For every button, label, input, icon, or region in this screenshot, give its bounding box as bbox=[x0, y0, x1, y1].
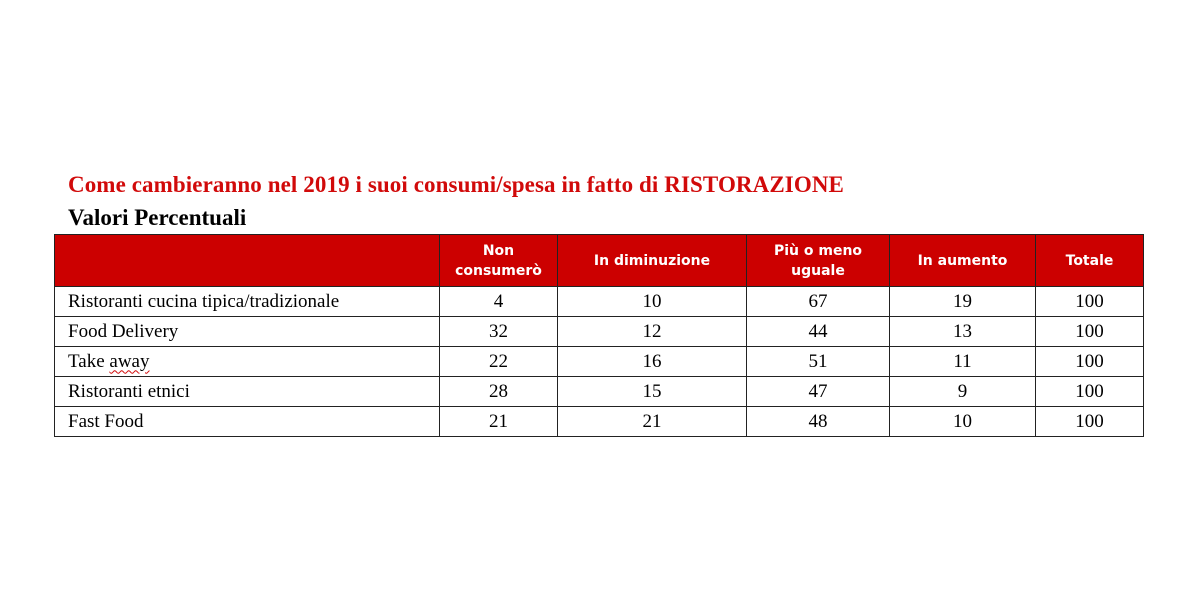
cell-totale: 100 bbox=[1036, 377, 1144, 407]
table-row bbox=[55, 317, 1144, 347]
row-label: Ristoranti etnici bbox=[55, 377, 440, 407]
table-row bbox=[55, 287, 1144, 317]
cell-non-consumero: 21 bbox=[440, 407, 558, 437]
cell-piu-o-meno-uguale: 48 bbox=[747, 407, 890, 437]
cell-in-aumento: 19 bbox=[890, 287, 1036, 317]
cell-in-diminuzione: 12 bbox=[558, 317, 747, 347]
cell-totale: 100 bbox=[1036, 407, 1144, 437]
cell-non-consumero: 22 bbox=[440, 347, 558, 377]
header-cell-non-consumero: Non consumerò bbox=[440, 235, 558, 287]
cell-non-consumero: 4 bbox=[440, 287, 558, 317]
cell-in-diminuzione: 10 bbox=[558, 287, 747, 317]
cell-in-aumento: 10 bbox=[890, 407, 1036, 437]
header-cell-piu-o-meno-uguale: Più o meno uguale bbox=[747, 235, 890, 287]
header-cell-in-diminuzione: In diminuzione bbox=[558, 235, 747, 287]
table-title: Come cambieranno nel 2019 i suoi consumi/spesa in fatto di RISTORAZIONE bbox=[68, 172, 844, 197]
header-cell-totale: Totale bbox=[1036, 235, 1144, 287]
cell-non-consumero: 28 bbox=[440, 377, 558, 407]
row-label bbox=[55, 347, 440, 377]
cell-in-aumento: 11 bbox=[890, 347, 1036, 377]
cell-in-aumento: 9 bbox=[890, 377, 1036, 407]
table-row bbox=[55, 407, 1144, 437]
cell-in-diminuzione: 15 bbox=[558, 377, 747, 407]
cell-totale: 100 bbox=[1036, 317, 1144, 347]
row-label: Fast Food bbox=[55, 407, 440, 437]
cell-piu-o-meno-uguale: 51 bbox=[747, 347, 890, 377]
cell-piu-o-meno-uguale: 47 bbox=[747, 377, 890, 407]
table-row bbox=[55, 377, 1144, 407]
cell-totale: 100 bbox=[1036, 287, 1144, 317]
spellcheck-flagged-word: away bbox=[109, 350, 150, 372]
cell-piu-o-meno-uguale: 44 bbox=[747, 317, 890, 347]
row-label: Food Delivery bbox=[55, 317, 440, 347]
table-row bbox=[55, 347, 1144, 377]
table-header-row bbox=[55, 235, 1144, 287]
cell-non-consumero: 32 bbox=[440, 317, 558, 347]
header-cell-label bbox=[55, 235, 440, 287]
table-subtitle: Valori Percentuali bbox=[68, 205, 247, 230]
cell-piu-o-meno-uguale: 67 bbox=[747, 287, 890, 317]
data-table bbox=[54, 234, 1144, 437]
cell-in-diminuzione: 16 bbox=[558, 347, 747, 377]
row-label: Ristoranti cucina tipica/tradizionale bbox=[55, 287, 440, 317]
cell-totale: 100 bbox=[1036, 347, 1144, 377]
row-label-text: Take bbox=[68, 350, 105, 372]
cell-in-diminuzione: 21 bbox=[558, 407, 747, 437]
cell-in-aumento: 13 bbox=[890, 317, 1036, 347]
header-cell-in-aumento: In aumento bbox=[890, 235, 1036, 287]
